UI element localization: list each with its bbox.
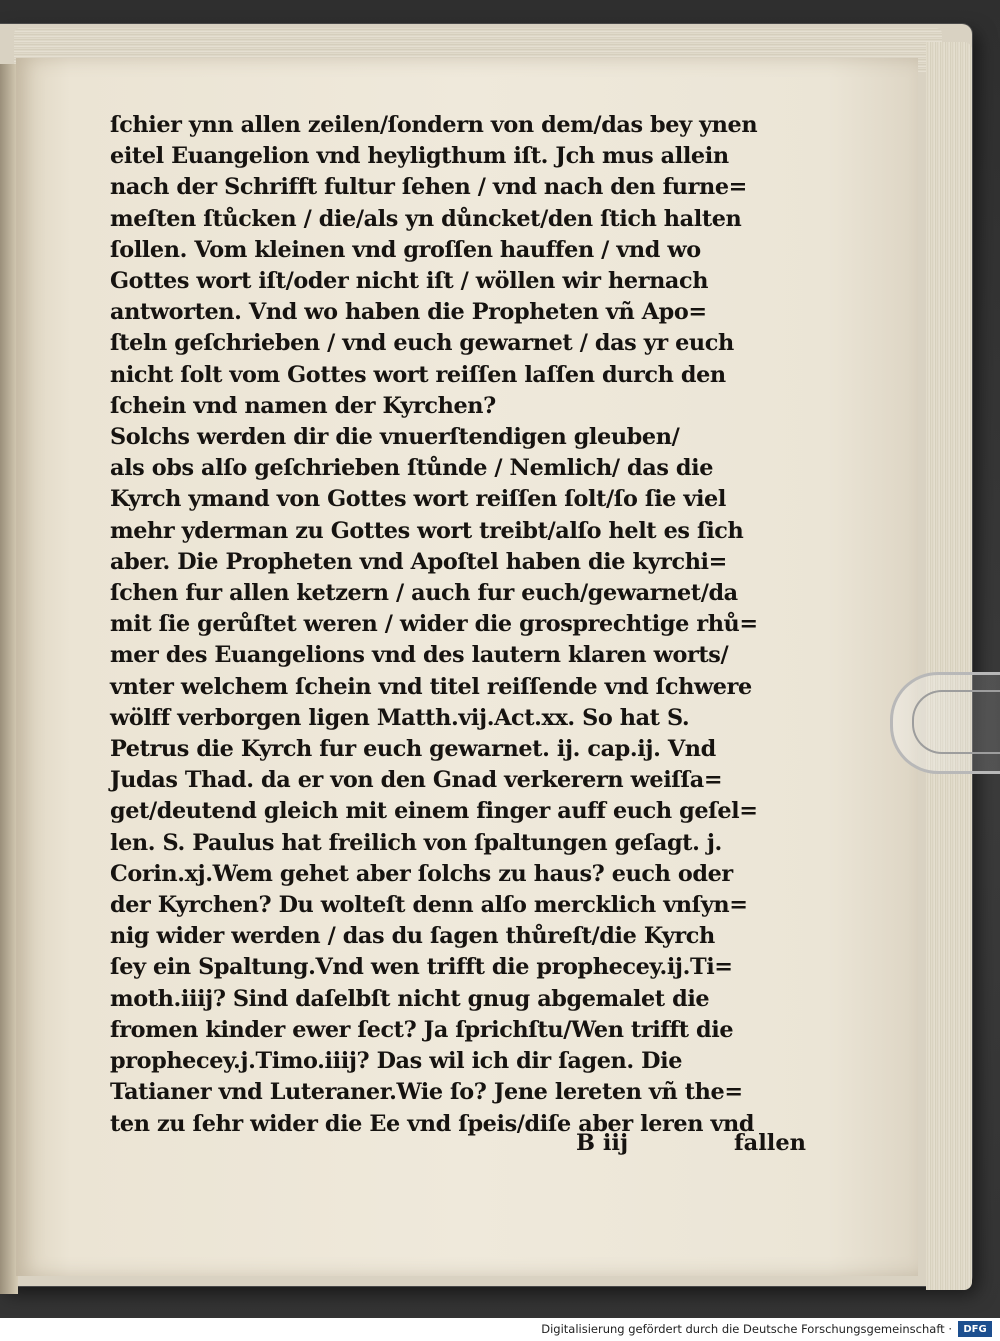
page-footer-line (576, 1130, 806, 1156)
text-line: aber. Die Propheten vnd Apoſtel haben die kyrchi= (110, 548, 727, 575)
text-line: ſchier ynn allen zeilen/ſondern von dem/das bey ynen (110, 112, 758, 138)
signature-mark: B iij (576, 1130, 629, 1156)
text-line: wölff verborgen ligen Matth.vij.Act.xx. So hat S. (110, 704, 690, 731)
text-line: Judas Thad. da er von den Gnad verkerern weiſſa= (110, 767, 723, 794)
text-line: nig wider werden / das du ſagen thůreſt/die Kyrch (110, 923, 715, 950)
text-line: ten zu ſehr wider die Ee vnd ſpeis/diſe aber leren vnd (110, 1110, 755, 1137)
text-line: Corin.xj.Wem gehet aber ſolchs zu haus? euch oder (110, 860, 733, 887)
text-line: eitel Euangelion vnd heyligthum iſt. Jch mus allein (110, 143, 729, 170)
catchword: fallen (733, 1130, 806, 1156)
text-line: Tatianer vnd Luteraner.Wie ſo? Jene lereten vñ the= (110, 1079, 743, 1106)
text-line: vnter welchem ſchein vnd titel reiſſende vnd ſchwere (110, 673, 752, 700)
text-line: mer des Euangelions vnd des lautern klaren worts/ (110, 642, 729, 669)
text-line: ſchein vnd namen der Kyrchen? (110, 392, 496, 419)
text-line: len. S. Paulus hat freilich von ſpaltungen geſagt. j. (110, 829, 722, 856)
dfg-logo: DFG (958, 1321, 992, 1337)
text-line: ſchen fur allen ketzern / auch fur euch/gewarnet/da (110, 580, 738, 607)
text-line: Gottes wort iſt/oder nicht iſt / wöllen wir hernach (110, 268, 709, 295)
text-line: ſollen. Vom kleinen vnd groſſen hauffen / vnd wo (110, 236, 701, 263)
text-line: Kyrch ymand von Gottes wort reiſſen ſolt/ſo ſie viel (110, 486, 726, 513)
text-line: ſey ein Spaltung.Vnd wen trifft die prophecey.ij.Ti= (110, 954, 733, 981)
text-line: antworten. Vnd wo haben die Propheten vñ Apo= (110, 299, 707, 326)
text-line: fromen kinder ewer ſect? Ja ſprichſtu/Wen trifft die (110, 1016, 734, 1043)
page-text (110, 110, 810, 1140)
text-line: moth.iiij? Sind daſelbſt nicht gnug abgemalet die (110, 985, 710, 1012)
page-clip-inner (912, 690, 1000, 754)
text-line: als obs alſo geſchrieben ſtůnde / Nemlich/ das die (110, 455, 714, 482)
text-line: mit ſie gerůſtet weren / wider die grosprechtige rhů= (110, 611, 758, 638)
text-line: meſten ſtůcken / die/als yn důncket/den ſtich halten (110, 205, 742, 232)
text-line: mehr yderman zu Gottes wort treibt/alſo helt es ſich (110, 517, 744, 544)
text-line: Solchs werden dir die vnuerſtendigen gleuben/ (110, 424, 680, 451)
text-line: prophecey.j.Timo.iiij? Das wil ich dir ſagen. Die (110, 1048, 683, 1075)
text-line: nach der Schrifft fultur ſehen / vnd nach den furne= (110, 174, 747, 201)
text-line: get/deutend gleich mit einem finger auff euch geſel= (110, 798, 758, 825)
text-line: Petrus die Kyrch fur euch gewarnet. ij. cap.ij. Vnd (110, 736, 716, 763)
funding-credit: Digitalisierung gefördert durch die Deutsche Forschungsgemeinschaft · (541, 1322, 952, 1336)
text-line: ſteln geſchrieben / vnd euch gewarnet / das yr euch (110, 330, 734, 357)
text-line: der Kyrchen? Du wolteſt denn alſo mercklich vnſyn= (110, 892, 748, 919)
page-edges-right (926, 42, 972, 1290)
text-line: nicht ſolt vom Gottes wort reiſſen laſſen durch den (110, 361, 726, 388)
